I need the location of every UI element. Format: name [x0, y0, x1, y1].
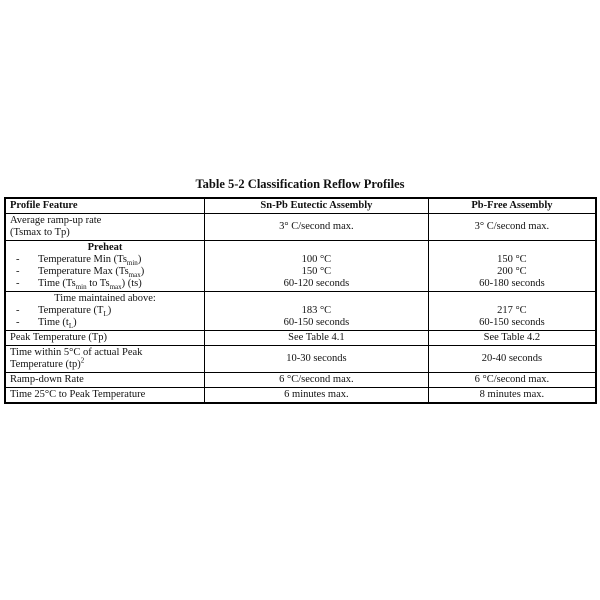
dash-bullet: -: [16, 266, 20, 277]
maintained-heading: Time maintained above:: [54, 293, 156, 304]
maintained-pbfree-time: 60-150 seconds: [479, 317, 545, 328]
within-label-line2: Temperature (tp)$^2$: [10, 356, 85, 370]
table-row-time-within-peak: [5, 346, 596, 373]
preheat-snpb: [205, 241, 429, 292]
table-row-preheat: [5, 241, 596, 292]
peak-label: Peak Temperature (Tp): [5, 331, 205, 346]
ramp-up-snpb: 3° C/second max.: [205, 214, 429, 241]
within-pbfree: 20-40 seconds: [428, 346, 596, 373]
maintained-label: [5, 292, 205, 331]
reflow-profiles-table: [4, 197, 597, 404]
maintained-pbfree-temp: 217 °C: [497, 305, 527, 316]
preheat-max-line: [10, 266, 200, 278]
maintained-snpb-time: 60-150 seconds: [283, 317, 350, 328]
preheat-min-line: [10, 254, 200, 266]
maintained-temp-line: [10, 305, 200, 317]
ramp-down-pbfree: 6 °C/second max.: [428, 373, 596, 388]
table-row-time-to-peak: [5, 388, 596, 404]
dash-bullet: -: [16, 317, 20, 328]
preheat-snpb-min: 100 °C: [301, 254, 332, 265]
dash-bullet: -: [16, 278, 20, 289]
ramp-down-label: Ramp-down Rate: [5, 373, 205, 388]
preheat-pbfree: [428, 241, 596, 292]
maintained-pbfree: [428, 292, 596, 331]
dash-bullet: -: [16, 254, 20, 265]
peak-pbfree: See Table 4.2: [428, 331, 596, 346]
maintained-snpb: [205, 292, 429, 331]
dash-bullet: -: [16, 305, 20, 316]
table-row-peak-temperature: [5, 331, 596, 346]
preheat-pbfree-max: 200 °C: [497, 266, 527, 277]
preheat-min-label: Temperature Min $(Ts_{min})$: [38, 254, 142, 268]
preheat-time-line: [10, 278, 200, 290]
maintained-time-label: Time $(t_L)$: [38, 317, 77, 331]
maintained-time-line: [10, 317, 200, 329]
ramp-up-pbfree: 3° C/second max.: [428, 214, 596, 241]
table-title: Table 5-2 Classification Reflow Profiles: [195, 177, 405, 191]
to-peak-label: Time 25°C to Peak Temperature: [5, 388, 205, 404]
maintained-temp-label: Temperature $(T_L)$: [38, 305, 112, 319]
within-snpb: 10-30 seconds: [205, 346, 429, 373]
table-header-row: [5, 198, 596, 214]
header-snpb: Sn-Pb Eutectic Assembly: [205, 198, 429, 214]
peak-snpb: See Table 4.1: [205, 331, 429, 346]
preheat-heading: Preheat: [87, 242, 123, 253]
preheat-snpb-time: 60-120 seconds: [283, 278, 350, 289]
ramp-up-label: [5, 214, 205, 241]
to-peak-snpb: 6 minutes max.: [205, 388, 429, 404]
preheat-pbfree-min: 150 °C: [497, 254, 527, 265]
preheat-snpb-max: 150 °C: [301, 266, 332, 277]
preheat-time-label: Time ($Ts_{min}$ to $Ts_{max}$) (ts): [38, 278, 142, 292]
within-label: [5, 346, 205, 373]
preheat-pbfree-time: 60-180 seconds: [479, 278, 545, 289]
to-peak-pbfree: 8 minutes max.: [428, 388, 596, 404]
table-row-ramp-up: [5, 214, 596, 241]
header-pbfree: Pb-Free Assembly: [428, 198, 596, 214]
table-row-time-maintained: [5, 292, 596, 331]
preheat-max-label: Temperature Max $(Ts_{max})$: [38, 266, 145, 280]
ramp-up-label-line1: Average ramp-up rate: [10, 215, 102, 226]
ramp-up-label-line2: (Tsmax to Tp): [10, 227, 70, 238]
table-row-ramp-down: [5, 373, 596, 388]
ramp-down-snpb: 6 °C/second max.: [205, 373, 429, 388]
header-profile-feature: Profile Feature: [5, 198, 205, 214]
within-label-line1: Time within 5°C of actual Peak: [10, 347, 143, 358]
maintained-snpb-temp: 183 °C: [301, 305, 332, 316]
preheat-label: [5, 241, 205, 292]
